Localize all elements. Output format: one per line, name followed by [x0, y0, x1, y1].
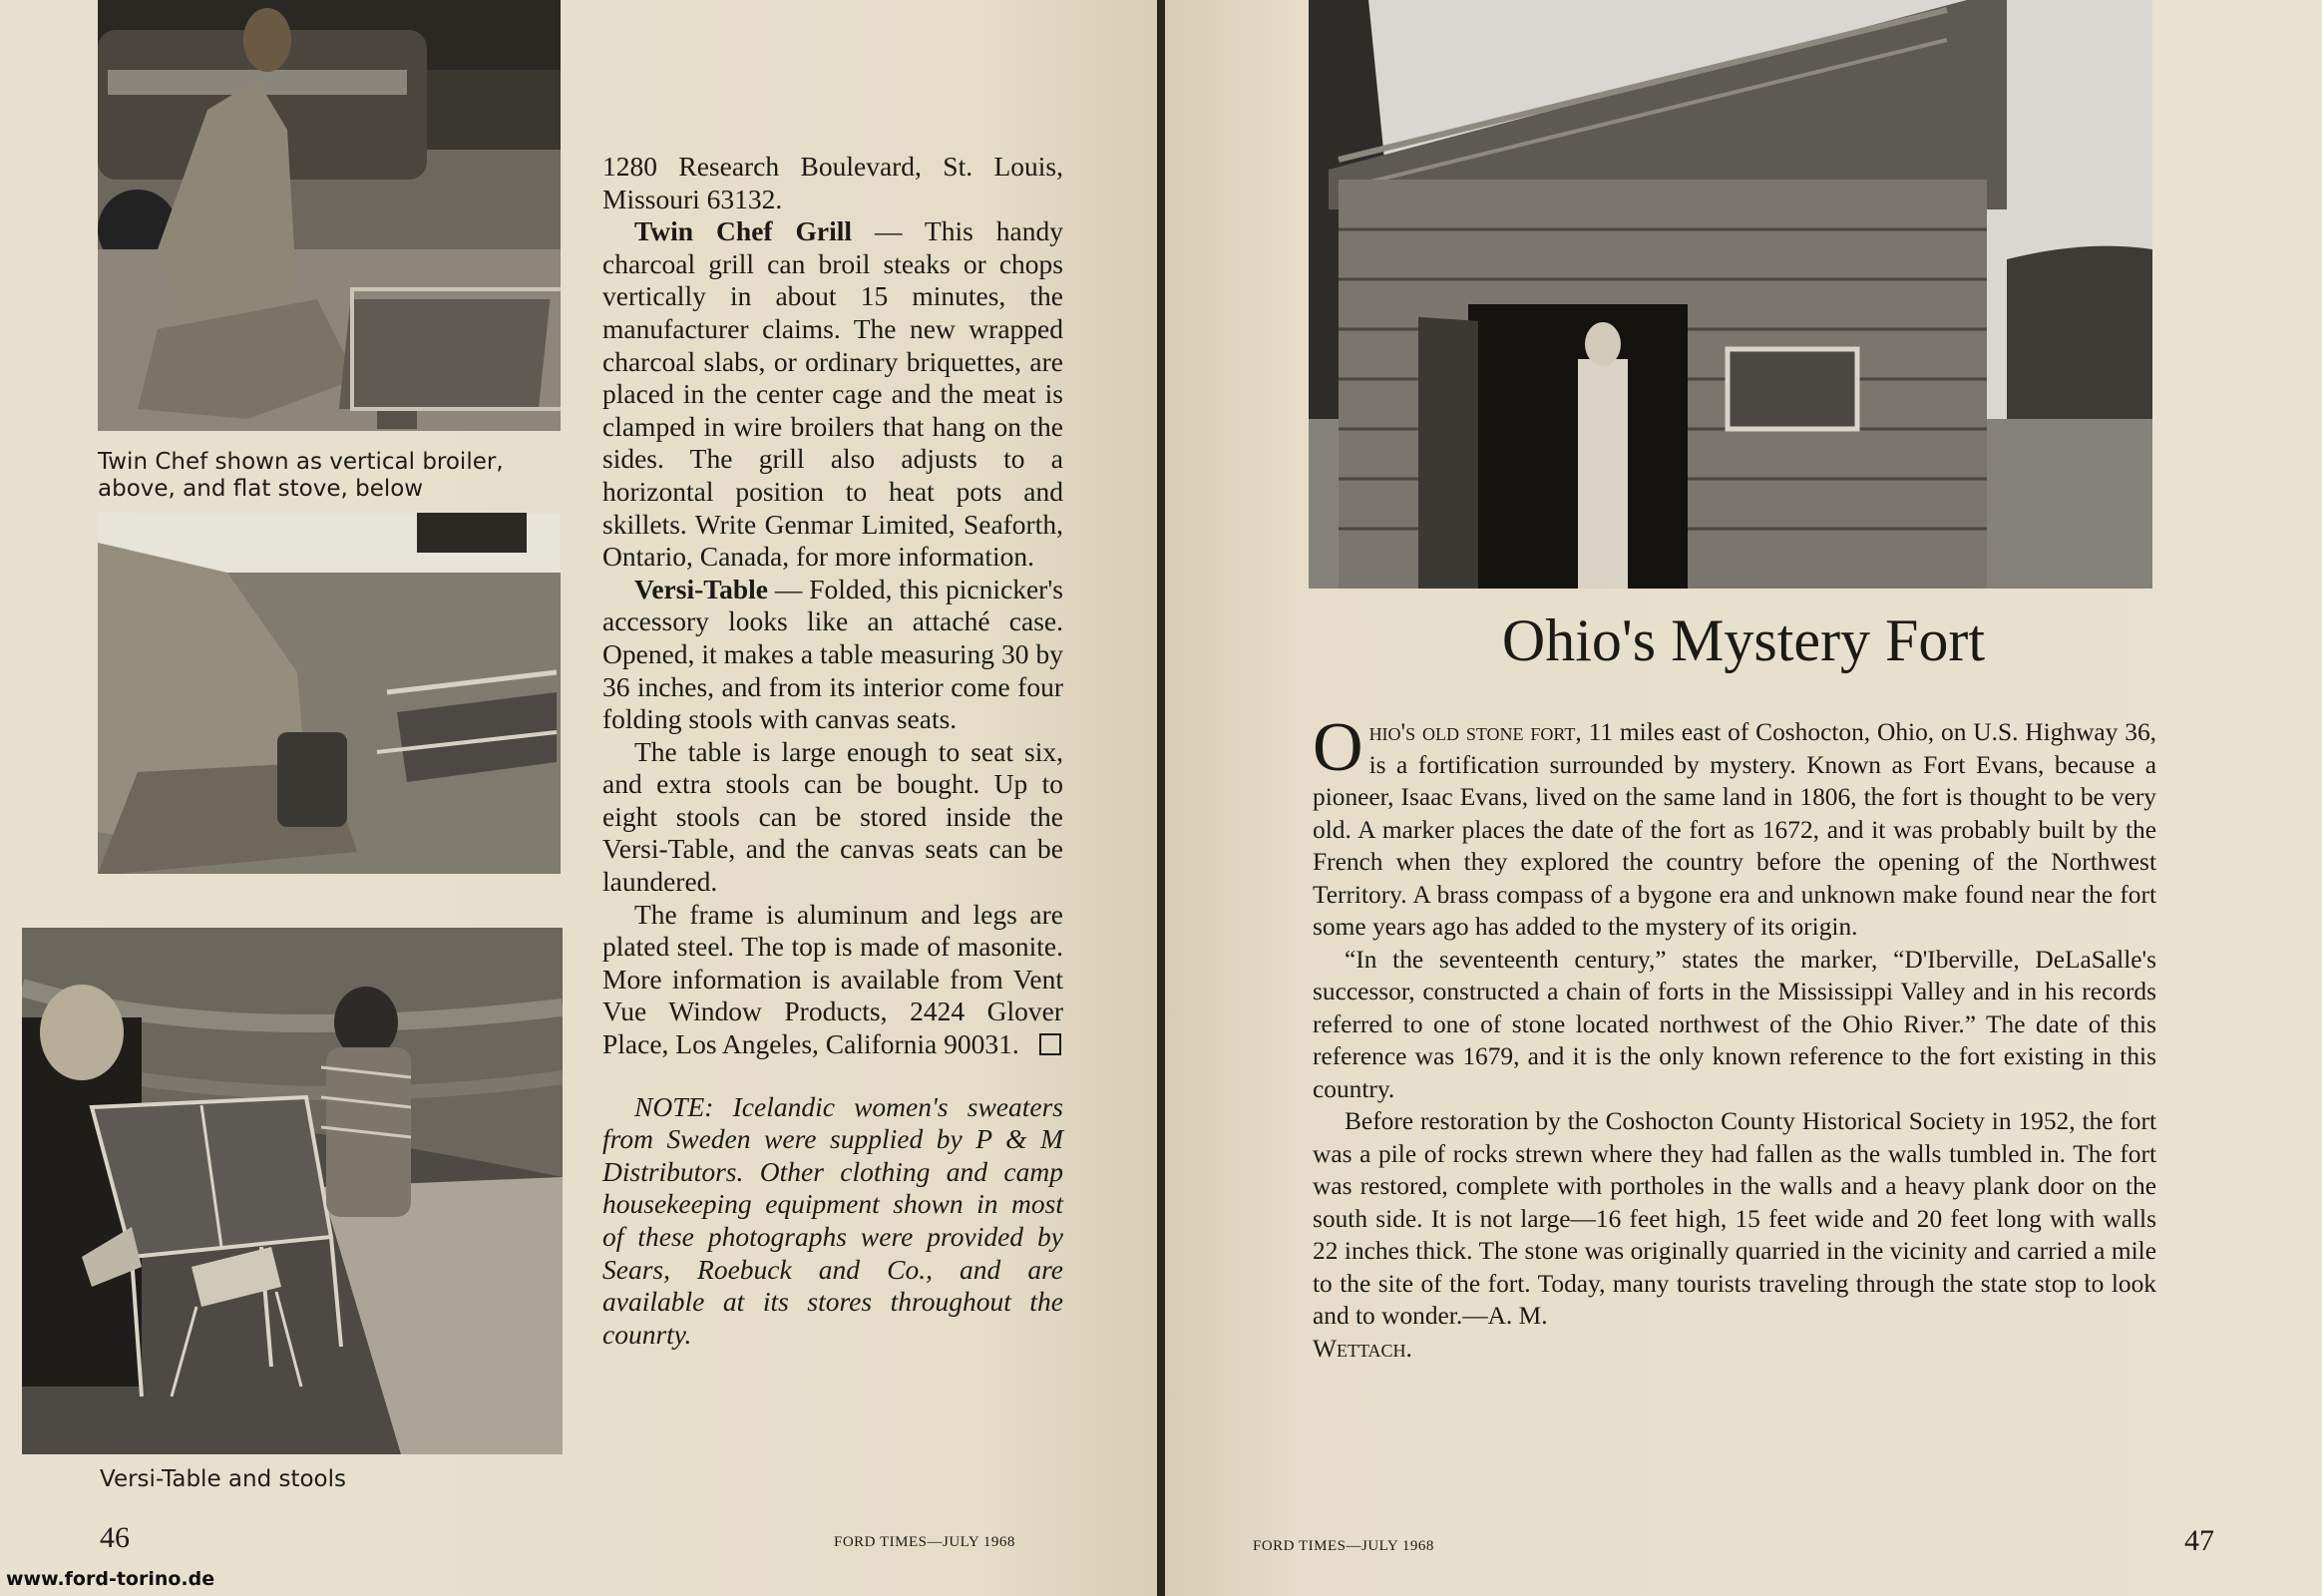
- versi-table-heading: Versi-Table: [634, 573, 768, 604]
- caption-twin-chef: Twin Chef shown as vertical broiler, above, and flat stove, below: [98, 449, 504, 502]
- left-page: [0, 0, 1157, 1596]
- caption-versi-table: Versi-Table and stools: [100, 1466, 347, 1492]
- paragraph-1-text: 11 miles east of Coshocton, Ohio, on U.S. Highway 36, is a fortification surrounded by mystery. Known as Fort Evans, because a pioneer, Isaac Evans, lived on the same land in 1806, the fort is thought to be very old. A marker places the date of the fort as 1672, and it was probably built by the French when they explored the country before the opening of the Northwest Territory. A brass compass of a bygone era and unknown make found near the fort some years ago has added to the mystery of its origin.: [1313, 718, 2156, 941]
- running-head-left: FORD TIMES—JULY 1968: [834, 1534, 1015, 1550]
- article-body: [1313, 709, 2156, 1365]
- page-number-right: 47: [2184, 1524, 2214, 1557]
- frame-body: The frame is aluminum and legs are plated steel. The top is made of masonite. More information is available from Vent Vue Window Products, 2424 Glover Place, Los Angeles, California 90031.: [602, 898, 1063, 1060]
- article-paragraph-3: [1313, 1105, 2156, 1365]
- photo-twin-chef-flat: [98, 513, 561, 874]
- author-name: Wettach.: [1313, 1334, 1412, 1363]
- twin-chef-body: — This handy charcoal grill can broil steaks or chops vertically in about 15 minutes, the manufacturer claims. The new wrapped charcoal slabs, or ordinary briquettes, are placed in the center cage and the meat is clamped in wire broilers that hang on the sides. The grill also adjusts to a horizontal position to heat pots and skillets. Write Genmar Limited, Seaforth, Ontario, Canada, for more information.: [602, 215, 1063, 573]
- paragraph-3-text: Before restoration by the Coshocton County Historical Society in 1952, the fort was a pile of rocks strewn where they had fallen as the walls tumbled in. The fort was restored, complete with portholes in the walls and a heavy plank door on the south side. It is not large—16 feet high, 15 feet wide and 20 feet long with walls 22 inches thick. The stone was originally quarried in the vicinity and carried a mile to the site of the fort. Today, many tourists traveling through the state stop to look and to wonder.—A. M.: [1313, 1107, 2156, 1330]
- running-head-right: FORD TIMES—JULY 1968: [1253, 1538, 1434, 1554]
- twin-chef-heading: Twin Chef Grill: [634, 215, 853, 247]
- frame-paragraph: [602, 899, 1063, 1061]
- end-mark-icon: [1039, 1033, 1061, 1055]
- article-title: Ohio's Mystery Fort: [1501, 607, 1986, 673]
- photo-versi-table: [22, 928, 563, 1454]
- gutter: [1157, 0, 1165, 1596]
- table-size-paragraph: The table is large enough to seat six, and extra stools can be bought. Up to eight stools can be stored inside the Versi-Table, and the canvas seats can be laundered.: [602, 735, 1063, 898]
- left-text-column: [602, 151, 1063, 1351]
- photo-twin-chef-vertical: [98, 0, 561, 431]
- versi-table-paragraph: [602, 574, 1063, 736]
- drop-cap: O: [1313, 709, 1363, 786]
- address-paragraph: 1280 Research Boulevard, St. Louis, Missouri 63132.: [602, 151, 1063, 214]
- watermark: www.ford-torino.de: [6, 1568, 215, 1590]
- article-paragraph-2: “In the seventeenth century,” states the marker, “D'Iberville, DeLaSalle's successor, constructed a chain of forts in the Mississippi Valley and in his records referred to one of stone located northwest of the Ohio River.” The date of this reference was 1679, and it is the only known reference to the fort existing in this country.: [1313, 945, 2156, 1103]
- article-paragraph-1: [1313, 709, 2156, 944]
- lead-in: hio's old stone fort,: [1368, 718, 1582, 746]
- page-number-left: 46: [100, 1521, 130, 1554]
- versi-table-body: — Folded, this picnicker's accessory looks like an attaché case. Opened, it makes a table measuring 30 by 36 inches, and from its interior come four folding stools with canvas seats.: [602, 573, 1063, 735]
- twin-chef-paragraph: [602, 215, 1063, 574]
- note-paragraph: NOTE: Icelandic women's sweaters from Sweden were supplied by P & M Distributors. Other clothing and camp housekeeping equipment shown in most of these photographs were provided by Sears, Roebuck and Co., and are available at its stores throughout the counrty.: [602, 1090, 1063, 1350]
- photo-stone-fort: [1309, 0, 2152, 589]
